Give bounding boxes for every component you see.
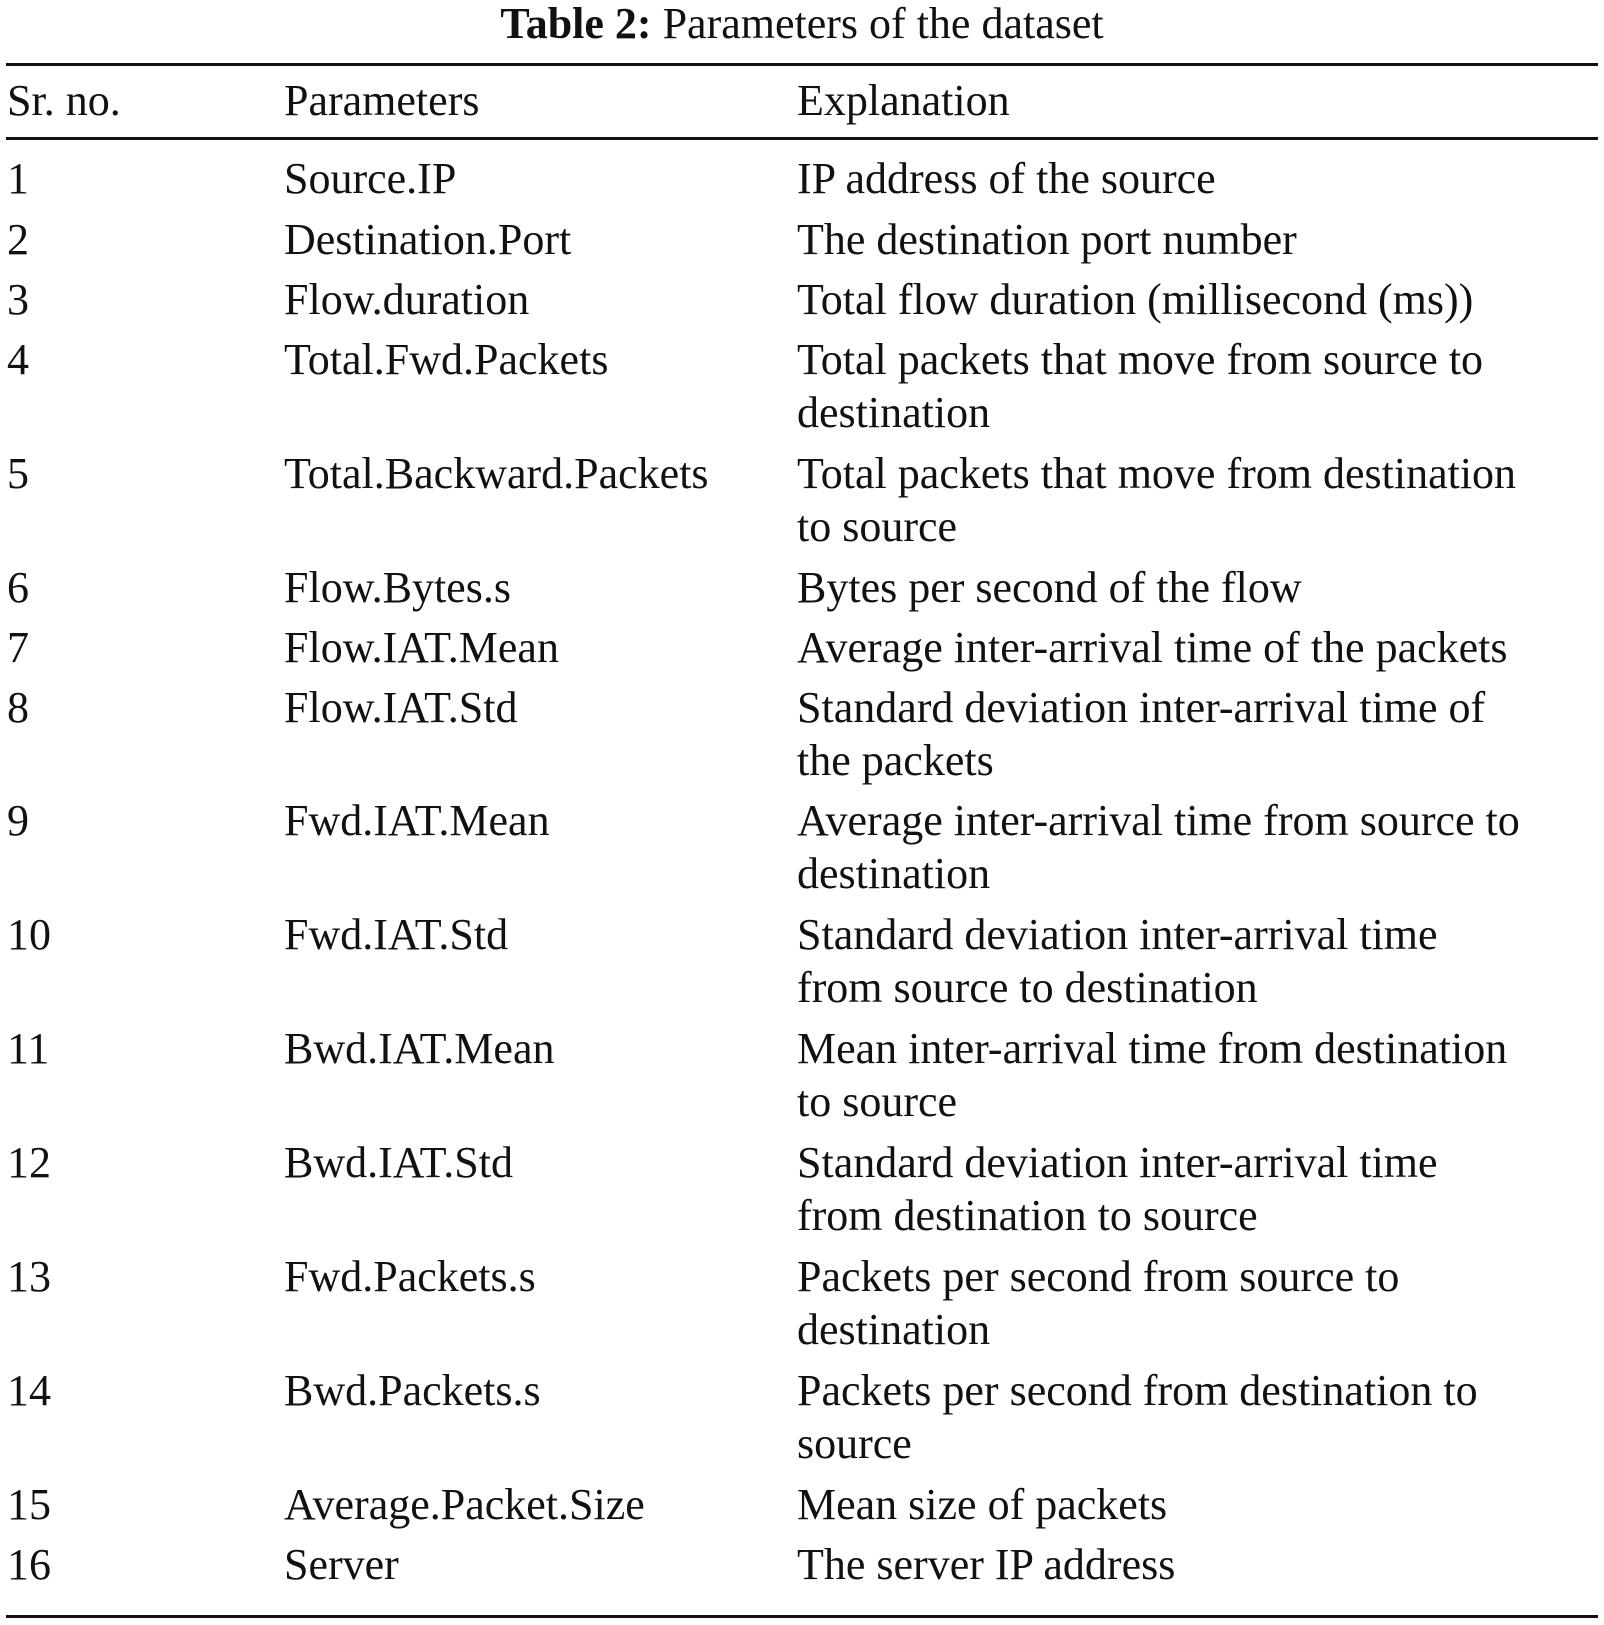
cell-explanation-line: to source bbox=[797, 502, 958, 551]
cell-sr-no: 16 bbox=[7, 1540, 51, 1589]
cell-explanation-line: Total packets that move from source to bbox=[797, 335, 1484, 384]
cell-sr-no: 1 bbox=[7, 154, 29, 203]
cell-sr-no: 6 bbox=[7, 563, 29, 612]
cell-explanation-line: Packets per second from destination to bbox=[797, 1366, 1478, 1415]
cell-parameter: Source.IP bbox=[284, 154, 457, 203]
caption-label: Table 2: bbox=[500, 0, 652, 48]
cell-explanation-line: Bytes per second of the flow bbox=[797, 563, 1302, 612]
cell-sr-no: 14 bbox=[7, 1366, 51, 1415]
top-rule bbox=[6, 63, 1598, 66]
cell-parameter: Fwd.IAT.Mean bbox=[284, 796, 550, 845]
cell-parameter: Flow.duration bbox=[284, 275, 530, 324]
header-parameters: Parameters bbox=[284, 76, 480, 125]
cell-explanation-line: Average inter-arrival time from source to bbox=[797, 796, 1520, 845]
cell-sr-no: 3 bbox=[7, 275, 29, 324]
cell-explanation-line: IP address of the source bbox=[797, 154, 1216, 203]
cell-sr-no: 12 bbox=[7, 1138, 51, 1187]
cell-sr-no: 10 bbox=[7, 910, 51, 959]
cell-parameter: Total.Backward.Packets bbox=[284, 449, 709, 498]
cell-explanation-line: destination bbox=[797, 849, 991, 898]
cell-sr-no: 7 bbox=[7, 623, 29, 672]
cell-parameter: Bwd.IAT.Mean bbox=[284, 1024, 555, 1073]
cell-parameter: Total.Fwd.Packets bbox=[284, 335, 609, 384]
cell-explanation-line: destination bbox=[797, 388, 991, 437]
cell-sr-no: 8 bbox=[7, 683, 29, 732]
header-rule bbox=[6, 137, 1598, 140]
cell-explanation-line: from source to destination bbox=[797, 963, 1258, 1012]
cell-sr-no: 15 bbox=[7, 1480, 51, 1529]
caption-title: Parameters of the dataset bbox=[662, 0, 1104, 48]
cell-parameter: Bwd.Packets.s bbox=[284, 1366, 541, 1415]
cell-parameter: Flow.IAT.Mean bbox=[284, 623, 559, 672]
cell-parameter: Flow.Bytes.s bbox=[284, 563, 511, 612]
cell-explanation-line: Total packets that move from destination bbox=[797, 449, 1517, 498]
cell-explanation-line: from destination to source bbox=[797, 1191, 1258, 1240]
cell-parameter: Destination.Port bbox=[284, 215, 572, 264]
cell-explanation-line: Standard deviation inter-arrival time bbox=[797, 1138, 1438, 1187]
bottom-rule bbox=[6, 1615, 1598, 1618]
cell-explanation-line: Standard deviation inter-arrival time of bbox=[797, 683, 1486, 732]
header-sr-no: Sr. no. bbox=[7, 76, 121, 125]
cell-sr-no: 13 bbox=[7, 1252, 51, 1301]
cell-explanation-line: Standard deviation inter-arrival time bbox=[797, 910, 1438, 959]
cell-explanation-line: Packets per second from source to bbox=[797, 1252, 1400, 1301]
cell-parameter: Flow.IAT.Std bbox=[284, 683, 518, 732]
cell-parameter: Average.Packet.Size bbox=[284, 1480, 645, 1529]
header-explanation: Explanation bbox=[797, 76, 1010, 125]
cell-explanation-line: The server IP address bbox=[797, 1540, 1176, 1589]
cell-sr-no: 4 bbox=[7, 335, 29, 384]
cell-sr-no: 11 bbox=[7, 1024, 50, 1073]
cell-sr-no: 9 bbox=[7, 796, 29, 845]
cell-explanation-line: source bbox=[797, 1419, 912, 1468]
cell-explanation-line: to source bbox=[797, 1077, 958, 1126]
cell-explanation-line: the packets bbox=[797, 736, 994, 785]
cell-parameter: Server bbox=[284, 1540, 399, 1589]
cell-sr-no: 2 bbox=[7, 215, 29, 264]
cell-parameter: Fwd.IAT.Std bbox=[284, 910, 509, 959]
cell-explanation-line: Mean inter-arrival time from destination bbox=[797, 1024, 1508, 1073]
cell-explanation-line: Average inter-arrival time of the packets bbox=[797, 623, 1508, 672]
cell-explanation-line: destination bbox=[797, 1305, 991, 1354]
cell-explanation-line: Mean size of packets bbox=[797, 1480, 1168, 1529]
table-caption bbox=[0, 0, 1604, 48]
cell-sr-no: 5 bbox=[7, 449, 29, 498]
cell-explanation-line: The destination port number bbox=[797, 215, 1297, 264]
cell-parameter: Bwd.IAT.Std bbox=[284, 1138, 513, 1187]
cell-parameter: Fwd.Packets.s bbox=[284, 1252, 536, 1301]
cell-explanation-line: Total flow duration (millisecond (ms)) bbox=[797, 275, 1474, 324]
